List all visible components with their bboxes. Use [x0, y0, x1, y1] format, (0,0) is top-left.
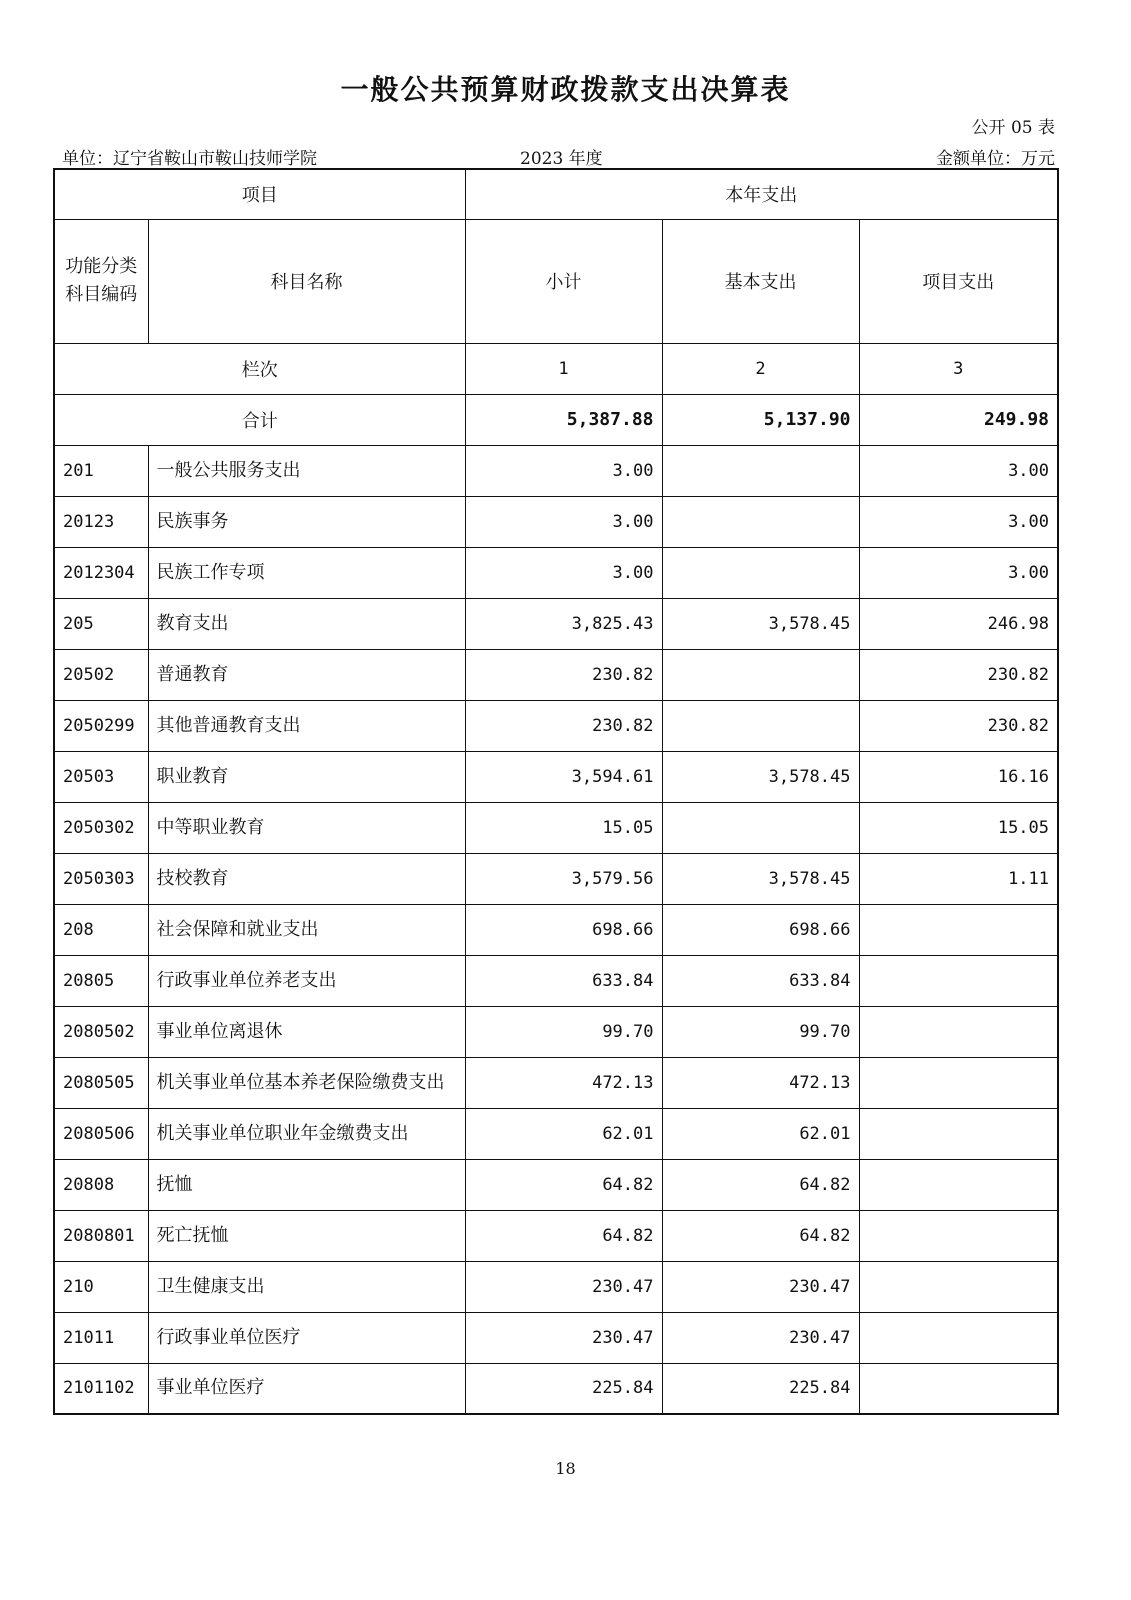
row-project — [859, 1312, 1058, 1363]
row-project: 3.00 — [859, 547, 1058, 598]
row-code: 2050299 — [54, 700, 148, 751]
fiscal-year: 2023 年度 — [520, 149, 603, 169]
row-basic — [662, 700, 859, 751]
row-code: 2080506 — [54, 1108, 148, 1159]
reporting-unit: 单位：辽宁省鞍山市鞍山技师学院 — [62, 149, 317, 169]
row-code: 20503 — [54, 751, 148, 802]
row-code: 2050303 — [54, 853, 148, 904]
row-subtotal: 3.00 — [465, 496, 662, 547]
table-row — [54, 1312, 1058, 1363]
row-basic: 3,578.45 — [662, 598, 859, 649]
row-project — [859, 1006, 1058, 1057]
row-subtotal: 472.13 — [465, 1057, 662, 1108]
table-row — [54, 1006, 1058, 1057]
row-basic — [662, 547, 859, 598]
column-index-2: 2 — [662, 343, 859, 394]
page-number: 18 — [555, 1459, 576, 1478]
row-name: 事业单位离退休 — [148, 1006, 465, 1057]
row-subtotal: 64.82 — [465, 1159, 662, 1210]
row-subtotal: 230.47 — [465, 1312, 662, 1363]
row-project — [859, 1261, 1058, 1312]
row-subtotal: 230.47 — [465, 1261, 662, 1312]
table-row — [54, 445, 1058, 496]
table-row — [54, 1261, 1058, 1312]
row-project — [859, 1108, 1058, 1159]
table-row — [54, 1057, 1058, 1108]
expenditure-table — [53, 168, 1059, 1415]
row-name: 民族事务 — [148, 496, 465, 547]
row-name: 其他普通教育支出 — [148, 700, 465, 751]
total-subtotal: 5,387.88 — [465, 394, 662, 445]
row-subtotal: 99.70 — [465, 1006, 662, 1057]
row-name: 机关事业单位职业年金缴费支出 — [148, 1108, 465, 1159]
column-index-3: 3 — [859, 343, 1058, 394]
total-label: 合计 — [54, 394, 465, 445]
row-subtotal: 64.82 — [465, 1210, 662, 1261]
row-project: 15.05 — [859, 802, 1058, 853]
table-row — [54, 700, 1058, 751]
row-subtotal: 3,579.56 — [465, 853, 662, 904]
header-item: 项目 — [54, 169, 465, 219]
row-name: 事业单位医疗 — [148, 1363, 465, 1414]
row-project: 16.16 — [859, 751, 1058, 802]
row-basic — [662, 802, 859, 853]
total-project: 249.98 — [859, 394, 1058, 445]
row-basic: 633.84 — [662, 955, 859, 1006]
row-code: 2050302 — [54, 802, 148, 853]
row-project — [859, 1057, 1058, 1108]
row-name: 民族工作专项 — [148, 547, 465, 598]
row-subtotal: 3.00 — [465, 445, 662, 496]
row-subtotal: 62.01 — [465, 1108, 662, 1159]
row-code: 20502 — [54, 649, 148, 700]
row-basic: 230.47 — [662, 1312, 859, 1363]
row-project: 230.82 — [859, 700, 1058, 751]
row-subtotal: 698.66 — [465, 904, 662, 955]
table-row — [54, 1159, 1058, 1210]
row-basic — [662, 496, 859, 547]
header-row-columns — [54, 219, 1058, 343]
row-basic — [662, 649, 859, 700]
row-name: 卫生健康支出 — [148, 1261, 465, 1312]
row-code: 205 — [54, 598, 148, 649]
table-row — [54, 802, 1058, 853]
table-row — [54, 547, 1058, 598]
column-index-label: 栏次 — [54, 343, 465, 394]
header-row-top — [54, 169, 1058, 219]
row-project — [859, 1159, 1058, 1210]
row-project — [859, 904, 1058, 955]
row-name: 机关事业单位基本养老保险缴费支出 — [148, 1057, 465, 1108]
row-basic — [662, 445, 859, 496]
row-project: 3.00 — [859, 445, 1058, 496]
total-row — [54, 394, 1058, 445]
row-basic: 230.47 — [662, 1261, 859, 1312]
row-subtotal: 3,825.43 — [465, 598, 662, 649]
header-basic: 基本支出 — [662, 219, 859, 343]
row-project: 1.11 — [859, 853, 1058, 904]
header-name: 科目名称 — [148, 219, 465, 343]
row-subtotal: 15.05 — [465, 802, 662, 853]
row-basic: 62.01 — [662, 1108, 859, 1159]
form-number: 公开 05 表 — [971, 118, 1055, 138]
table-row — [54, 1108, 1058, 1159]
row-code: 201 — [54, 445, 148, 496]
row-name: 社会保障和就业支出 — [148, 904, 465, 955]
total-basic: 5,137.90 — [662, 394, 859, 445]
column-index-row — [54, 343, 1058, 394]
row-name: 行政事业单位医疗 — [148, 1312, 465, 1363]
table-row — [54, 1210, 1058, 1261]
row-basic: 64.82 — [662, 1159, 859, 1210]
row-basic: 3,578.45 — [662, 751, 859, 802]
row-code: 2012304 — [54, 547, 148, 598]
row-basic: 3,578.45 — [662, 853, 859, 904]
row-code: 208 — [54, 904, 148, 955]
row-project: 230.82 — [859, 649, 1058, 700]
row-project — [859, 1363, 1058, 1414]
row-name: 一般公共服务支出 — [148, 445, 465, 496]
row-name: 行政事业单位养老支出 — [148, 955, 465, 1006]
header-code — [54, 219, 148, 343]
page-title: 一般公共预算财政拨款支出决算表 — [340, 73, 791, 106]
row-name: 普通教育 — [148, 649, 465, 700]
column-index-1: 1 — [465, 343, 662, 394]
row-basic: 225.84 — [662, 1363, 859, 1414]
row-name: 中等职业教育 — [148, 802, 465, 853]
table-row — [54, 904, 1058, 955]
table-row — [54, 598, 1058, 649]
row-code: 20808 — [54, 1159, 148, 1210]
row-subtotal: 633.84 — [465, 955, 662, 1006]
header-code-label: 功能分类 科目编码 — [65, 256, 138, 305]
row-subtotal: 3,594.61 — [465, 751, 662, 802]
row-name: 技校教育 — [148, 853, 465, 904]
row-basic: 472.13 — [662, 1057, 859, 1108]
header-project: 项目支出 — [859, 219, 1058, 343]
row-name: 抚恤 — [148, 1159, 465, 1210]
row-basic: 64.82 — [662, 1210, 859, 1261]
row-code: 2101102 — [54, 1363, 148, 1414]
row-subtotal: 230.82 — [465, 649, 662, 700]
row-code: 2080801 — [54, 1210, 148, 1261]
row-code: 2080505 — [54, 1057, 148, 1108]
table-row — [54, 1363, 1058, 1414]
row-code: 21011 — [54, 1312, 148, 1363]
table-row — [54, 649, 1058, 700]
row-name: 职业教育 — [148, 751, 465, 802]
row-name: 教育支出 — [148, 598, 465, 649]
row-code: 20805 — [54, 955, 148, 1006]
row-code: 2080502 — [54, 1006, 148, 1057]
row-project — [859, 1210, 1058, 1261]
row-subtotal: 225.84 — [465, 1363, 662, 1414]
row-subtotal: 3.00 — [465, 547, 662, 598]
row-code: 20123 — [54, 496, 148, 547]
row-basic: 99.70 — [662, 1006, 859, 1057]
table-row — [54, 496, 1058, 547]
table-row — [54, 853, 1058, 904]
row-project: 3.00 — [859, 496, 1058, 547]
row-name: 死亡抚恤 — [148, 1210, 465, 1261]
row-code: 210 — [54, 1261, 148, 1312]
row-project — [859, 955, 1058, 1006]
currency-unit: 金额单位：万元 — [936, 149, 1055, 169]
header-current-year: 本年支出 — [465, 169, 1058, 219]
row-basic: 698.66 — [662, 904, 859, 955]
table-row — [54, 751, 1058, 802]
table-row — [54, 955, 1058, 1006]
row-project: 246.98 — [859, 598, 1058, 649]
row-subtotal: 230.82 — [465, 700, 662, 751]
header-subtotal: 小计 — [465, 219, 662, 343]
